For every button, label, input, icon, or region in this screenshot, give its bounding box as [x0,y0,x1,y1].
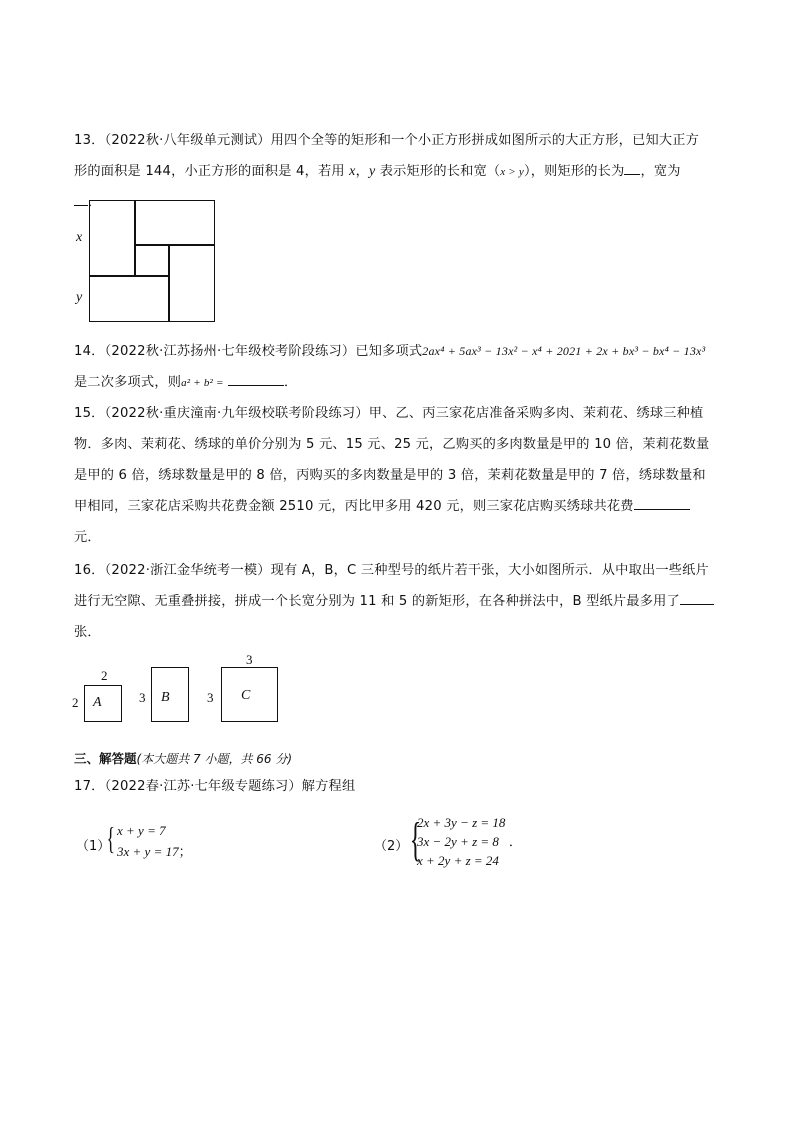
question-15-text-4: 甲相同，三家花店采购共花费金额 2510 元，丙比甲多用 420 元，则三家花店购买绣球共花费 [74,499,634,514]
question-15-text-5: 元． [74,530,101,545]
question-17-line [74,771,724,802]
card-b-side-label: 3 [139,690,146,705]
question-15-line-1 [74,398,724,429]
question-13-line-2 [74,156,724,188]
answer-blank-q14[interactable] [228,371,284,386]
question-14-number: 14． [74,344,105,359]
small-square [134,244,170,277]
question-13-text-2c: ），则矩形的长为 [523,164,625,179]
question-16-source: （2022·浙江金华统考一模） [104,563,271,578]
card-b-name: B [161,690,170,705]
answer-blank-q16[interactable] [680,590,714,605]
question-15-text-1: 甲、乙、丙三家花店准备采购多肉、茉莉花、绣球三种植 [368,406,704,421]
var-x: x [349,164,356,179]
part-2-equation-2-row [417,834,522,850]
question-14-text-2: 是二次多项式，则 [74,375,182,390]
section-header [74,749,292,767]
question-15-text-3: 是甲的 6 倍，绣球数量是甲的 8 倍，丙购买的多肉数量是甲的 3 倍，茉莉花数量是甲的 7 倍，绣球数量和 [74,468,706,483]
part-2-brace: { [409,813,422,866]
comma: ， [355,164,369,179]
card-c-side-label: 3 [207,690,214,705]
part-1-label: （1） [76,839,111,854]
part-2-equation-1: 2x + 3y − z = 18 [417,815,506,830]
question-13-text-2a: 形的面积是 144，小正方形的面积是 4，若用 [74,164,345,179]
question-14-line-2 [74,367,724,399]
var-y: y [368,164,376,179]
question-13-end: ． [88,195,102,210]
part-2-system [417,815,522,869]
question-13-text-2d: ，宽为 [640,164,681,179]
question-14-text: 已知多项式 [355,344,423,359]
question-14-source: （2022秋·江苏扬州·七年级校考阶段练习） [104,344,356,359]
question-14-end: ． [284,375,298,390]
question-16-line-1 [74,555,724,586]
question-15-text-2: 物．多肉、茉莉花、绣球的单价分别为 5 元、15 元、25 元，乙购买的多肉数量是甲的 10 倍，茉莉花数量 [74,437,710,452]
rect-top-right [134,200,215,246]
card-c-name: C [241,688,251,703]
part-2-equation-3: x + 2y + z = 24 [417,853,499,868]
section-title: 三、解答题 [74,751,137,766]
question-15-source: （2022秋·重庆潼南·九年级校联考阶段练习） [104,406,369,421]
figure-label-x: x [76,230,83,245]
part-1-equation-1: x + y = 7 [117,823,166,838]
condition-x-gt-y: x > y [500,166,524,178]
figure-label-y: y [76,290,83,305]
card-c-top-label: 3 [246,652,253,667]
part-2-end: ． [508,834,522,849]
card-b [151,667,189,722]
question-17-number: 17． [74,779,105,794]
card-c [221,667,278,722]
question-16-line-2 [74,586,724,617]
card-a-top-label: 2 [101,668,108,683]
question-16-text-3: 张． [74,625,101,640]
rect-top-left [89,200,136,277]
question-16-text-1: 现有 A，B，C 三种型号的纸片若干张，大小如图所示．从中取出一些纸片 [270,563,709,578]
part-1-equation-2-row [117,844,192,860]
expression-a2-b2: a² + b² = [181,377,224,389]
question-13-source: （2022秋·八年级单元测试） [104,133,271,148]
rect-bottom-left [89,275,170,322]
part-2-equation-2: 3x − 2y + z = 8 [417,834,499,849]
question-13-text: 用四个全等的矩形和一个小正方形拼成如图所示的大正方形，已知大正方 [270,133,700,148]
answer-blank-length[interactable] [624,160,640,175]
question-17-source: （2022春·江苏·七年级专题练习） [104,779,302,794]
rect-bottom-right [168,244,215,322]
question-13-number: 13． [74,133,105,148]
question-14-line-1 [74,336,724,367]
part-1-brace: { [106,820,115,856]
card-a-name: A [93,695,102,710]
question-15-line-4 [74,491,724,522]
part-1-equation-2: 3x + y = 17 [117,844,179,859]
answer-blank-q15[interactable] [634,495,690,510]
part-1-end: ； [178,844,192,859]
question-13-line-1 [74,125,724,156]
question-17-text: 解方程组 [301,779,356,794]
question-16-number: 16． [74,563,105,578]
section-note: (本大题共 7 小题，共 66 分) [136,752,293,766]
answer-blank-width[interactable] [74,191,88,206]
part-2-label: （2） [374,839,409,854]
card-a [84,685,122,722]
question-13-text-2b: 表示矩形的长和宽（ [375,164,501,179]
part-1-system [117,823,192,860]
question-16-text-2: 进行无空隙、无重叠拼接，拼成一个长宽分别为 11 和 5 的新矩形，在各种拼法中，B 型纸片最多用了 [74,594,680,609]
question-15-number: 15． [74,406,105,421]
card-a-side-label: 2 [72,695,79,710]
polynomial-expression: 2ax⁴ + 5ax³ − 13x² − x⁴ + 2021 + 2x + bx³ − bx⁴ − 13x³ [422,344,706,358]
